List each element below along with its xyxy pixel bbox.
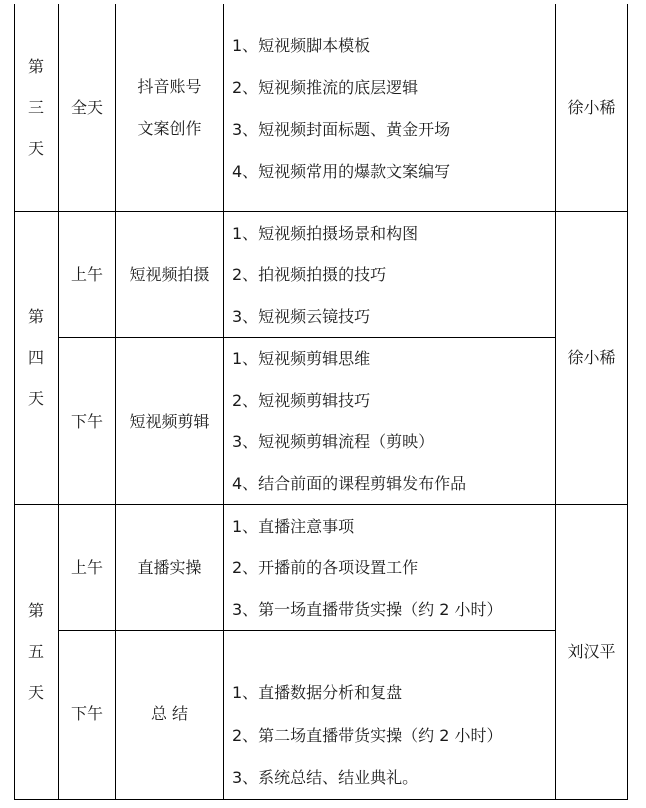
session-sep-day5	[58, 630, 556, 631]
time-cell: 上午	[70, 558, 103, 577]
item-line: 4、结合前面的课程剪辑发布作品	[232, 474, 467, 493]
day-char: 天	[27, 389, 44, 408]
item-line: 3、系统总结、结业典礼。	[232, 768, 419, 787]
day-char: 四	[27, 348, 44, 367]
session-sep-day4	[58, 337, 556, 338]
item-line: 3、短视频云镜技巧	[232, 307, 371, 326]
col-sep-day	[58, 4, 59, 800]
item-line: 1、短视频脚本模板	[232, 36, 371, 55]
row-sep-day3	[14, 211, 628, 212]
row-sep-day4	[14, 504, 628, 505]
day-char: 第	[27, 307, 44, 326]
topic-line: 总 结	[150, 704, 189, 723]
day-label	[14, 504, 58, 799]
item-line: 2、短视频推流的底层逻辑	[232, 78, 419, 97]
item-line: 3、第一场直播带货实操（约 2 小时）	[232, 600, 503, 619]
time-cell: 下午	[70, 704, 103, 723]
item-line: 3、短视频剪辑流程（剪映）	[232, 432, 435, 451]
day-char: 三	[27, 98, 44, 117]
day-char: 第	[27, 601, 44, 620]
teacher-name: 徐小稀	[567, 98, 616, 117]
teacher-name: 徐小稀	[567, 348, 616, 367]
border-bottom	[14, 799, 628, 800]
item-line: 4、短视频常用的爆款文案编写	[232, 162, 451, 181]
day-label	[14, 211, 58, 504]
item-line: 2、第二场直播带货实操（约 2 小时）	[232, 726, 503, 745]
border-right	[627, 4, 628, 800]
topic-line: 直播实操	[137, 558, 202, 577]
item-line: 1、短视频剪辑思维	[232, 349, 371, 368]
day-char: 天	[27, 139, 44, 158]
topic-line: 文案创作	[137, 119, 202, 138]
item-line: 2、短视频剪辑技巧	[232, 391, 371, 410]
topic-line: 抖音账号	[137, 77, 202, 96]
day-char: 第	[27, 57, 44, 76]
topic-line: 短视频拍摄	[129, 265, 210, 284]
day-char: 五	[27, 642, 44, 661]
item-line: 1、短视频拍摄场景和构图	[232, 224, 419, 243]
teacher-name: 刘汉平	[567, 642, 616, 661]
item-line: 1、直播注意事项	[232, 517, 355, 536]
col-sep-items	[555, 4, 556, 800]
time-cell: 上午	[70, 265, 103, 284]
day-char: 天	[27, 683, 44, 702]
time-cell: 全天	[70, 98, 103, 117]
time-cell: 下午	[70, 412, 103, 431]
col-sep-topic	[223, 4, 224, 800]
item-line: 2、拍视频拍摄的技巧	[232, 265, 387, 284]
item-line: 3、短视频封面标题、黄金开场	[232, 120, 451, 139]
day-label	[14, 4, 58, 211]
item-line: 2、开播前的各项设置工作	[232, 558, 419, 577]
schedule-table	[14, 4, 628, 800]
topic-line: 短视频剪辑	[129, 412, 210, 431]
item-line: 1、直播数据分析和复盘	[232, 683, 403, 702]
